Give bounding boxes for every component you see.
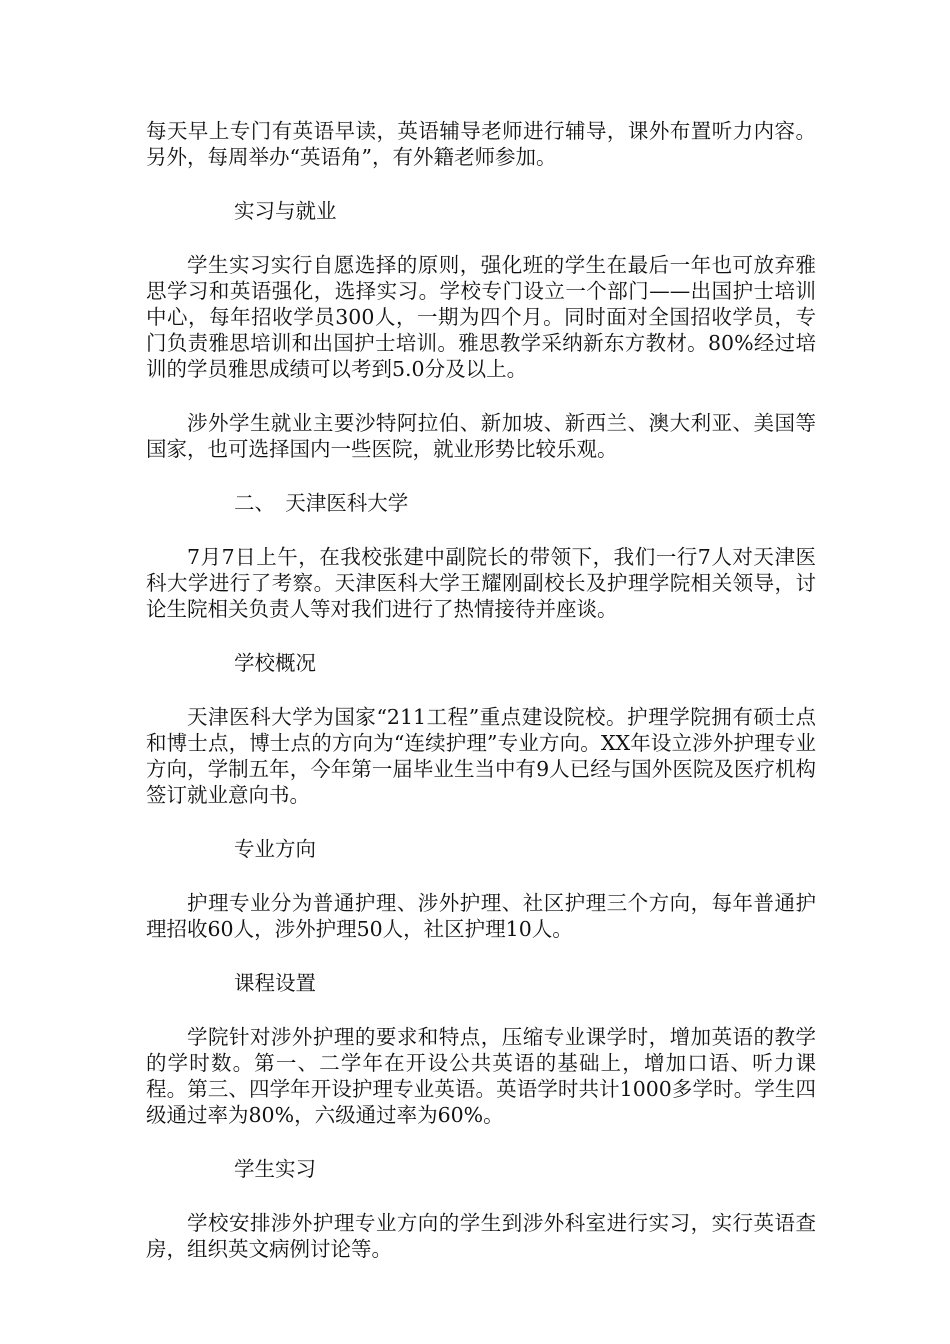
heading-tianjin-medical-university: 二、 天津医科大学	[234, 491, 409, 515]
heading-school-overview: 学校概况	[234, 651, 316, 675]
paragraph-major-directions: 护理专业分为普通护理、涉外护理、社区护理三个方向，每年普通护理招收60人，涉外护理50人，社区护理10人。	[146, 891, 816, 941]
paragraph-student-internship: 学校安排涉外护理专业方向的学生到涉外科室进行实习，实行英语查房，组织英文病例讨论等。	[146, 1211, 816, 1261]
paragraph-internship: 学生实习实行自愿选择的原则，强化班的学生在最后一年也可放弃雅思学习和英语强化，选择实习。学校专门设立一个部门——出国护士培训中心，每年招收学员300人，一期为四个月。同时面对全国招收学员，专门负责雅思培训和出国护士培训。雅思教学采纳新东方教材。80%经过培训的学员雅思成绩可以考到5.0分及以上。	[146, 253, 816, 381]
heading-major-directions: 专业方向	[234, 837, 316, 861]
paragraph-visit: 7月7日上午，在我校张建中副院长的带领下，我们一行7人对天津医科大学进行了考察。天津医科大学王耀刚副校长及护理学院相关领导，讨论生院相关负责人等对我们进行了热情接待并座谈。	[146, 545, 816, 621]
paragraph-employment: 涉外学生就业主要沙特阿拉伯、新加坡、新西兰、澳大利亚、美国等国家，也可选择国内一些医院，就业形势比较乐观。	[146, 411, 816, 461]
heading-internship-employment: 实习与就业	[234, 199, 337, 223]
document-body	[146, 118, 816, 1290]
heading-student-internship: 学生实习	[234, 1157, 316, 1181]
paragraph-english-activities: 每天早上专门有英语早读，英语辅导老师进行辅导，课外布置听力内容。另外，每周举办“英语角”，有外籍老师参加。	[146, 119, 816, 169]
paragraph-curriculum: 学院针对涉外护理的要求和特点，压缩专业课学时，增加英语的教学的学时数。第一、二学年在开设公共英语的基础上，增加口语、听力课程。第三、四学年开设护理专业英语。英语学时共计1000多学时。学生四级通过率为80%，六级通过率为60%。	[146, 1025, 816, 1127]
heading-curriculum: 课程设置	[234, 971, 316, 995]
paragraph-school-overview: 天津医科大学为国家“211工程”重点建设院校。护理学院拥有硕士点和博士点，博士点的方向为“连续护理”专业方向。XX年设立涉外护理专业方向，学制五年，今年第一届毕业生当中有9人已经与国外医院及医疗机构签订就业意向书。	[146, 705, 816, 807]
